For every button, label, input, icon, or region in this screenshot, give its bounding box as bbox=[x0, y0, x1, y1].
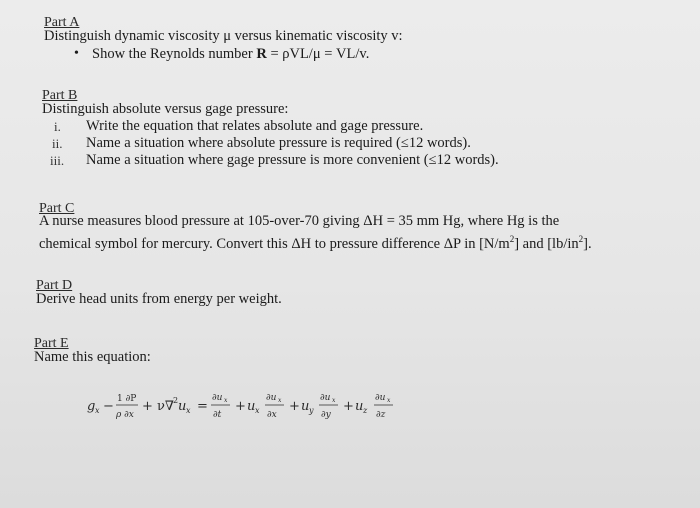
svg-text:u: u bbox=[301, 399, 310, 414]
part-a-title: Distinguish dynamic viscosity μ versus kinematic viscosity v: bbox=[44, 28, 403, 44]
part-d-heading: Part D bbox=[36, 278, 73, 293]
svg-text:x: x bbox=[255, 406, 260, 415]
svg-text:∂u: ∂u bbox=[375, 393, 386, 403]
svg-text:x: x bbox=[387, 397, 391, 404]
list-item-number: ii. bbox=[52, 136, 63, 151]
svg-text:∂u: ∂u bbox=[320, 393, 331, 403]
list-item-number: i. bbox=[54, 119, 61, 134]
list-item-number: iii. bbox=[50, 153, 65, 168]
part-b-title: Distinguish absolute versus gage pressure: bbox=[42, 101, 289, 117]
svg-text:g: g bbox=[87, 399, 96, 414]
svg-text:+: + bbox=[289, 399, 300, 414]
svg-text:u: u bbox=[247, 399, 256, 414]
part-e-heading: Part E bbox=[34, 336, 69, 351]
svg-text:z: z bbox=[363, 406, 368, 415]
svg-text:=: = bbox=[197, 399, 208, 414]
part-d-text: Derive head units from energy per weight. bbox=[36, 291, 282, 307]
svg-text:+: + bbox=[235, 399, 246, 414]
navier-stokes-equation bbox=[85, 388, 445, 428]
part-a-heading: Part A bbox=[44, 15, 80, 30]
svg-text:+ ν∇: + ν∇ bbox=[142, 399, 175, 414]
svg-text:x: x bbox=[186, 406, 191, 415]
svg-text:u: u bbox=[355, 399, 364, 414]
svg-text:∂u: ∂u bbox=[212, 393, 223, 403]
part-c-heading: Part C bbox=[39, 201, 75, 216]
svg-text:∂z: ∂z bbox=[376, 410, 386, 420]
part-c-line-1: A nurse measures blood pressure at 105-over-70 giving ΔH = 35 mm Hg, where Hg is the bbox=[39, 213, 560, 229]
part-e-text: Name this equation: bbox=[34, 349, 151, 365]
svg-text:x: x bbox=[95, 406, 100, 415]
svg-text:y: y bbox=[309, 406, 314, 415]
svg-text:2: 2 bbox=[173, 396, 179, 405]
svg-text:1 ∂P: 1 ∂P bbox=[117, 394, 137, 404]
part-c-line-2: chemical symbol for mercury. Convert this ΔH to pressure difference ΔP in $[N/m^2]$ and $[lb/in^2]$. bbox=[39, 234, 592, 252]
svg-text:x: x bbox=[278, 397, 282, 404]
svg-text:ρ ∂x: ρ ∂x bbox=[116, 410, 134, 420]
svg-text:+: + bbox=[343, 399, 354, 414]
part-a-bullet-text: Show the Reynolds number bbox=[92, 46, 257, 62]
svg-text:u: u bbox=[178, 399, 187, 414]
list-item-text: Write the equation that relates absolute and gage pressure. bbox=[86, 118, 424, 134]
svg-text:−: − bbox=[103, 399, 114, 414]
reynolds-symbol: R bbox=[256, 46, 267, 62]
svg-text:x: x bbox=[224, 397, 228, 404]
svg-text:∂u: ∂u bbox=[266, 393, 277, 403]
part-b-heading: Part B bbox=[42, 88, 78, 103]
svg-text:∂y: ∂y bbox=[321, 410, 331, 420]
svg-text:∂t: ∂t bbox=[213, 410, 222, 420]
svg-text:∂x: ∂x bbox=[267, 410, 277, 420]
bullet-icon: • bbox=[74, 46, 79, 61]
part-a-bullet-formula: = ρVL/μ = VL/v. bbox=[266, 46, 370, 62]
svg-text:x: x bbox=[332, 397, 336, 404]
list-item-text: Name a situation where absolute pressure is required (≤12 words). bbox=[86, 135, 471, 151]
list-item-text: Name a situation where gage pressure is more convenient (≤12 words). bbox=[86, 152, 499, 168]
part-b-list bbox=[50, 118, 610, 174]
